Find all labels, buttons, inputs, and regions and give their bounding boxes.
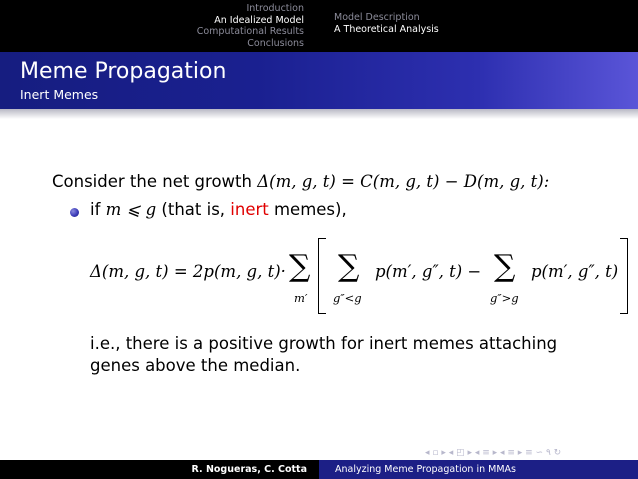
footer-title-box — [319, 460, 638, 479]
title-shadow — [0, 109, 638, 119]
bullet-condition: m ⩽ g — [105, 200, 157, 219]
nav-section-idealized-model[interactable]: An Idealized Model — [214, 14, 304, 26]
left-bracket — [318, 238, 326, 314]
navigation-symbols[interactable]: ◂ ▫ ▸ ◂ ◰ ▸ ◂ ≡ ▸ ◂ ≡ ▸ ≡ ∽ ۹ ↻ — [425, 448, 562, 458]
bullet-prefix: if — [90, 200, 106, 219]
nav-section-introduction[interactable]: Introduction — [246, 3, 304, 14]
equation-lhs: Δ(m, g, t) = 2p(m, g, t)· — [90, 262, 286, 281]
outer-sum-symbol: ∑ — [289, 249, 311, 284]
nav-section-conclusions[interactable]: Conclusions — [247, 37, 304, 49]
intro-text: Consider the net growth — [52, 172, 258, 191]
intro-line — [52, 172, 549, 191]
footer-short-title: Analyzing Meme Propagation in MMAs — [335, 464, 516, 475]
inner-sum-index-1: g″<g — [333, 291, 362, 305]
inner-sum-symbol-2: ∑ — [494, 249, 516, 284]
bullet-icon — [70, 208, 79, 217]
right-bracket — [620, 238, 628, 314]
header-navigation-bar — [0, 0, 638, 52]
section-navigation — [0, 3, 304, 49]
nav-section-computational-results[interactable]: Computational Results — [196, 26, 304, 37]
frame-subtitle: Inert Memes — [20, 87, 99, 102]
bullet-suffix: memes), — [268, 200, 347, 219]
conclusion-text: i.e., there is a positive growth for inert memes attaching genes above the median. — [90, 334, 558, 375]
inner-sum-symbol-1: ∑ — [338, 249, 360, 284]
subsection-navigation — [334, 12, 439, 35]
nav-subsection-model-description[interactable]: Model Description — [334, 12, 420, 23]
frame-title-bar — [0, 52, 638, 109]
footer-authors: R. Nogueras, C. Cotta — [191, 464, 307, 475]
bullet-mid: (that is, — [156, 200, 231, 219]
inner-sum-index-2: g″>g — [490, 291, 519, 305]
inert-highlight: inert — [230, 200, 269, 219]
outer-sum-index: m′ — [294, 291, 308, 305]
nav-subsection-theoretical-analysis[interactable]: A Theoretical Analysis — [334, 23, 439, 35]
equation-term-2: p(m′, g″, t) — [531, 262, 619, 281]
frame-title: Meme Propagation — [20, 59, 227, 84]
net-growth-formula: Δ(m, g, t) = C(m, g, t) − D(m, g, t): — [257, 172, 550, 191]
bullet-item — [90, 200, 347, 219]
footer-author-box — [0, 460, 319, 479]
equation-term-1: p(m′, g″, t) − — [375, 262, 482, 281]
